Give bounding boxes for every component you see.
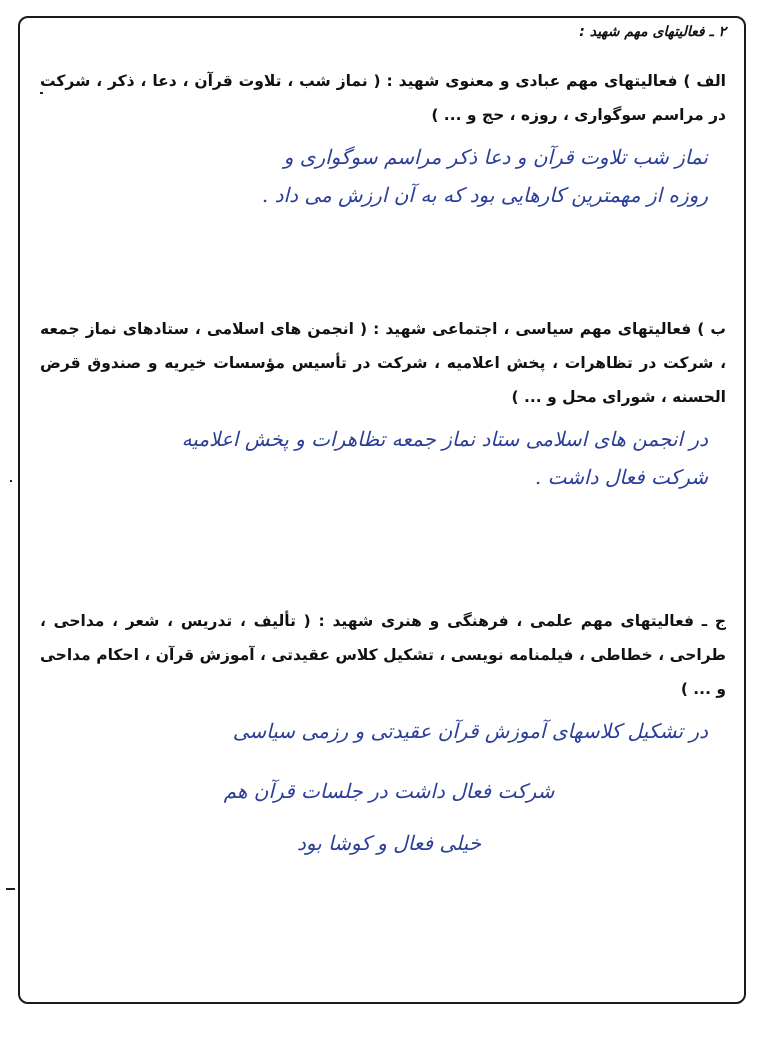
answer-line: در انجمن های اسلامی ستاد نماز جمعه تظاهرات و پخش اعلامیه bbox=[181, 427, 708, 451]
answer-line: نماز شب تلاوت قرآن و دعا ذکر مراسم سوگواری و bbox=[283, 145, 708, 169]
page-content bbox=[40, 24, 726, 855]
handwritten-answer-cultural bbox=[70, 712, 708, 862]
handwritten-answer-worship bbox=[70, 138, 708, 214]
answer-line: در تشکیل کلاسهای آموزش قرآن عقیدتی و رزمی سیاسی bbox=[232, 719, 708, 743]
question-cultural: ج ـ فعالیتهای مهم علمی ، فرهنگی و هنری شهید : ( تألیف ، تدریس ، شعر ، مداحی ، طراحی ، خطاطی ، فیلمنامه نویسی ، تشکیل کلاس عقیدتی ، آموزش قرآن ، احکام مداحی و ... ) bbox=[40, 612, 726, 698]
section-cultural bbox=[40, 604, 726, 862]
scan-speck bbox=[6, 888, 15, 890]
scan-speck bbox=[10, 480, 12, 482]
answer-line: روزه از مهمترین کارهایی بود که به آن ارزش می داد . bbox=[261, 183, 708, 207]
answer-line: خیلی فعال و کوشا بود bbox=[296, 831, 482, 855]
answer-line: شرکت فعال داشت . bbox=[534, 465, 708, 489]
question-political: ب ) فعالیتهای مهم سیاسی ، اجتماعی شهید : ( انجمن های اسلامی ، ستادهای نماز جمعه ، شرکت در تظاهرات ، پخش اعلامیه ، شرکت در تأسیس مؤسسات خیریه و صندوق قرض الحسنه ، شورای محل و ... ) bbox=[40, 320, 726, 406]
handwritten-answer-political bbox=[70, 420, 708, 496]
section-heading: ۲ ـ فعالیتهای مهم شهید : bbox=[579, 24, 726, 40]
section-worship bbox=[40, 64, 726, 214]
section-political bbox=[40, 312, 726, 496]
answer-line: شرکت فعال داشت در جلسات قرآن هم bbox=[223, 779, 555, 803]
question-worship: الف ) فعالیتهای مهم عبادی و معنوی شهید : ( نماز شب ، تلاوت قرآن ، دعا ، ذکر ، شرکت در مراسم سوگواری ، روزه ، حج و ... ) bbox=[40, 72, 726, 124]
